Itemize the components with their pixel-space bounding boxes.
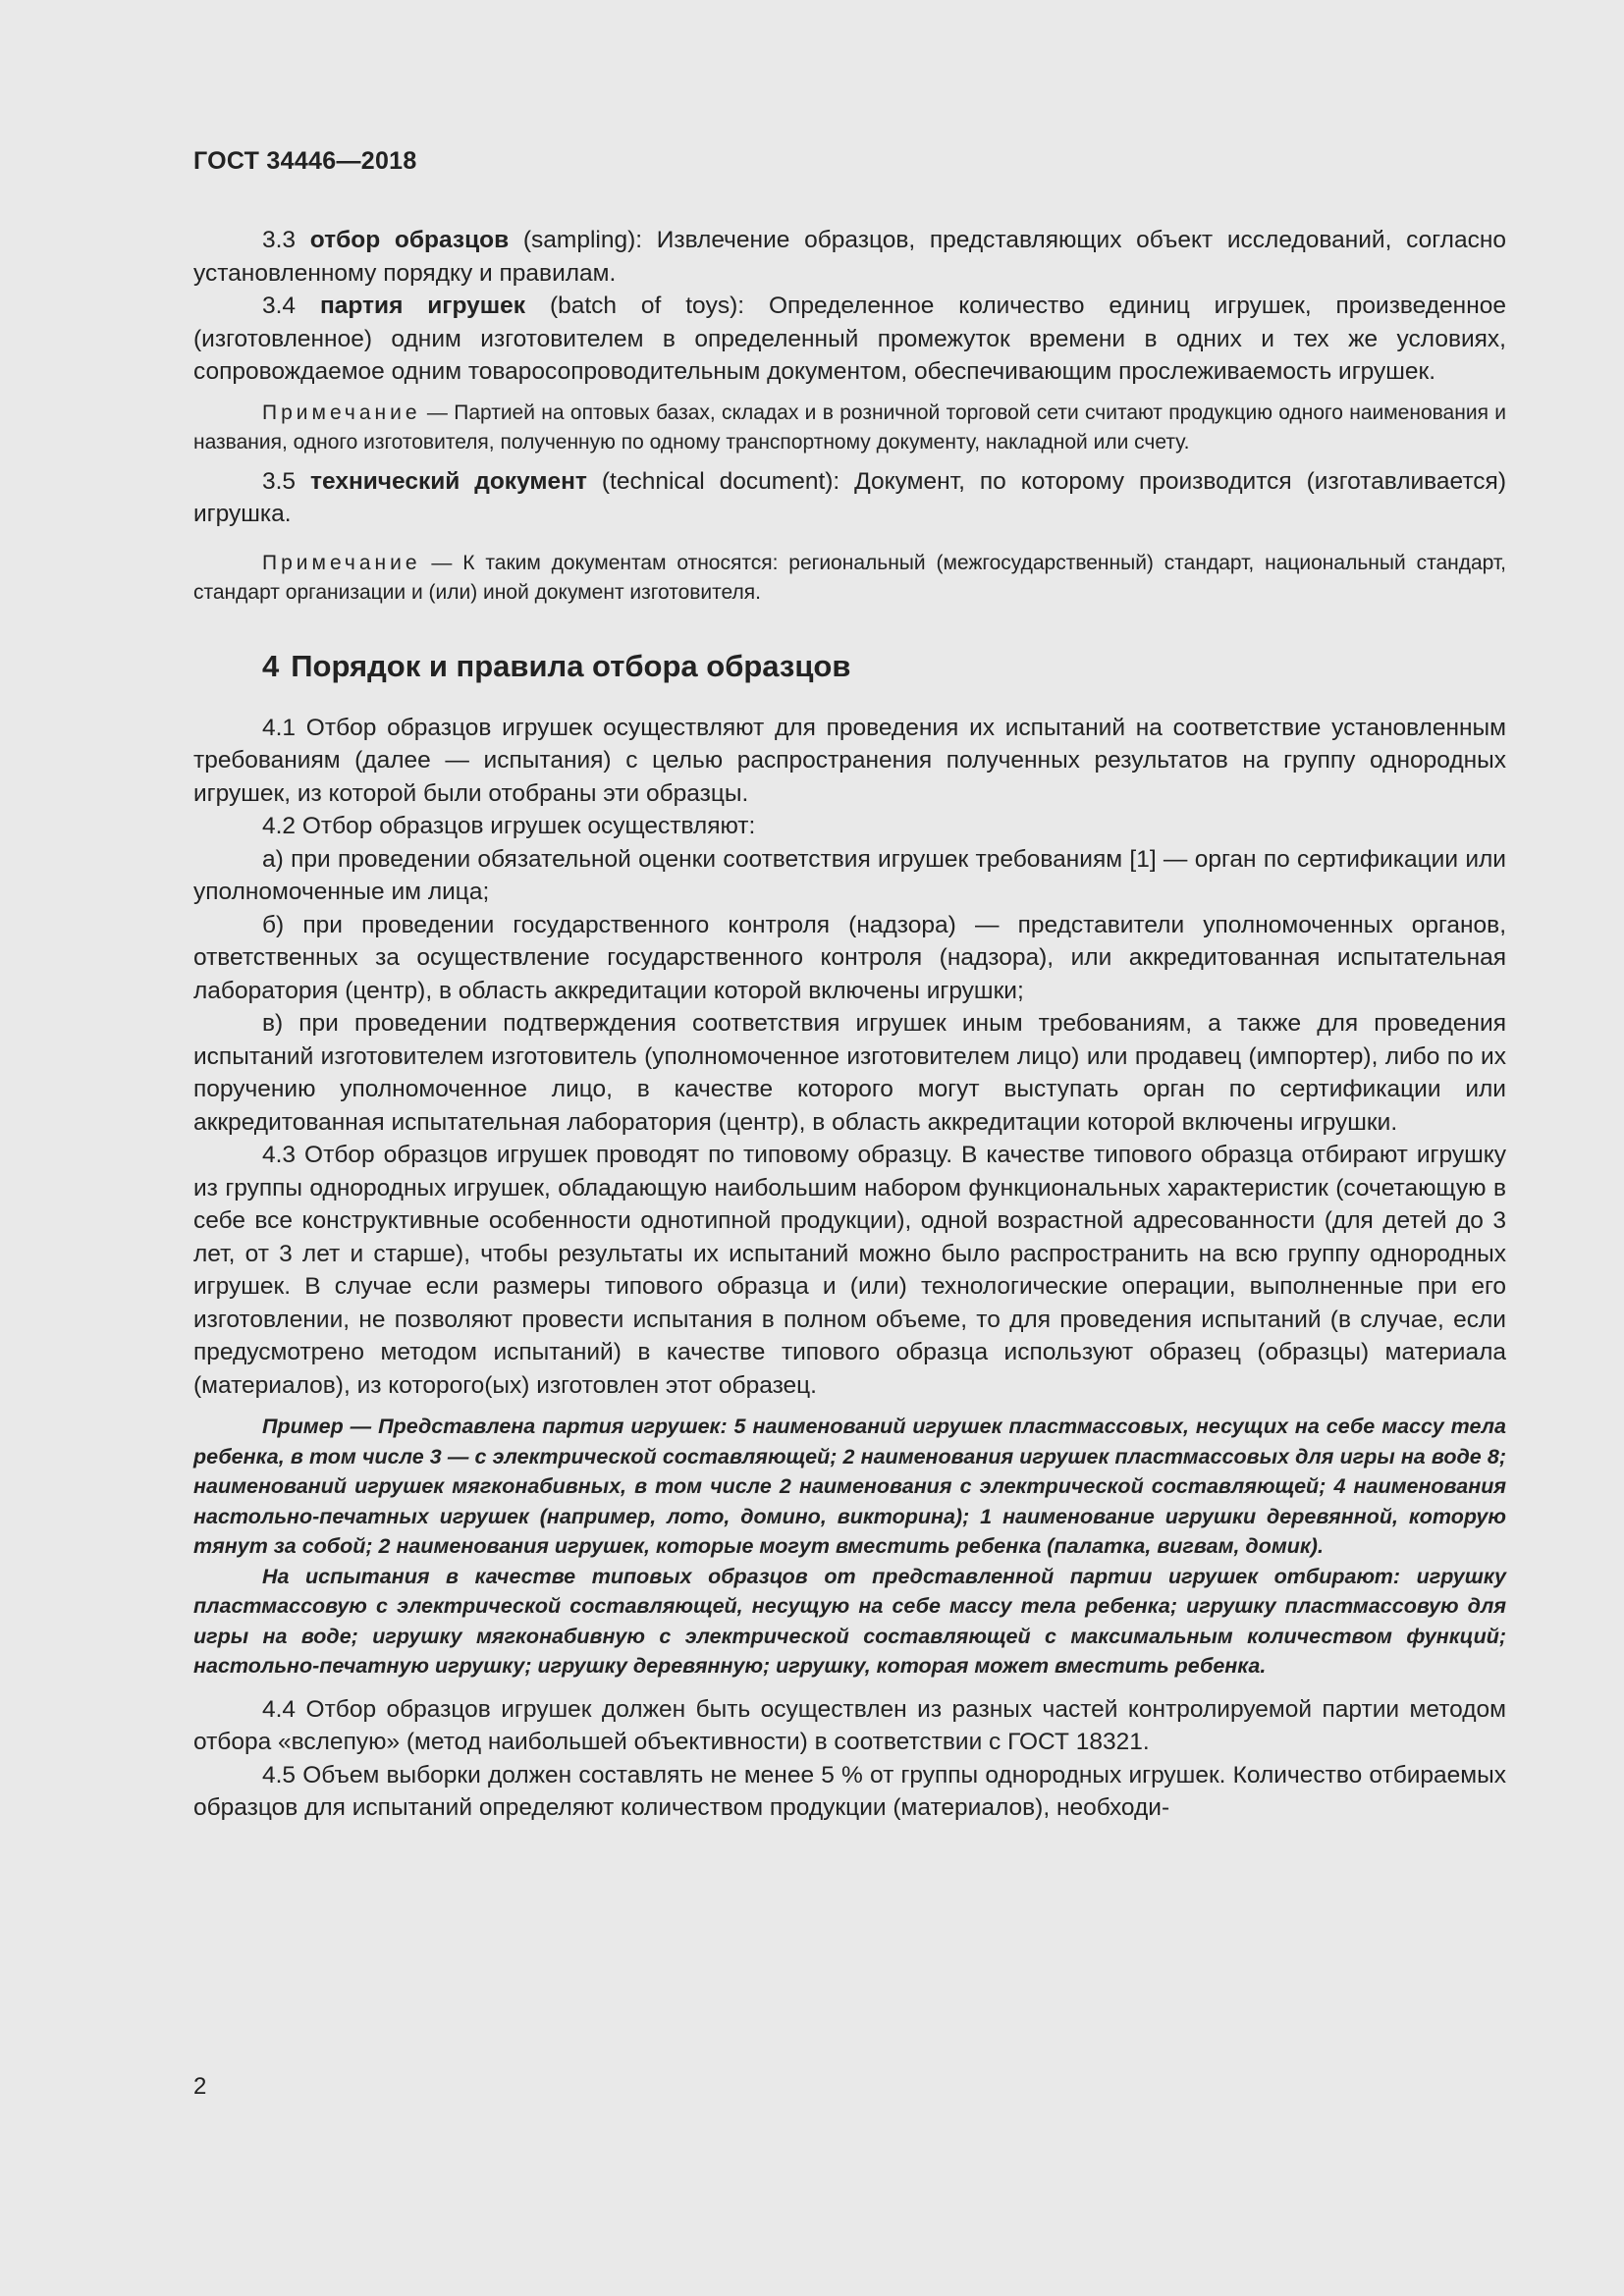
term-3-4 [193, 290, 1506, 389]
term-3-5 [193, 465, 1506, 531]
example-paragraph-2: На испытания в качестве типовых образцов от представленной партии игрушек отбирают: игрушку пластмассовую с электрической составляющей, несущую на себе массу тела ребенка; игрушку пластмассовую для игры на воде; игрушку мягконабивную с электрической составляющей с максимальным количеством функций; настольно-печатную игрушку; игрушку деревянную; игрушку, которая может вместить ребенка. [193, 1564, 1506, 1678]
document-body [193, 224, 1506, 1825]
clause-4-2: 4.2 Отбор образцов игрушек осуществляют: [262, 813, 756, 839]
document-header: ГОСТ 34446—2018 [193, 147, 417, 175]
term-definition: (technical document): Документ, по которому производится (изготавливается) игрушка. [193, 467, 1506, 527]
term-name: технический документ [310, 467, 587, 495]
term-number: 3.5 [262, 467, 297, 495]
note-text: — Партией на оптовых базах, складах и в розничной торговой сети считают продукцию одного наименования и названия, одного изготовителя, полученную по одному транспортному документу, накладной или счету. [193, 400, 1506, 454]
note-2 [193, 549, 1506, 608]
clause-4-3: 4.3 Отбор образцов игрушек проводят по типовому образцу. В качестве типового образца отбирают игрушку из группы однородных игрушек, обладающую наибольшим набором функциональных характеристик (сочетающую в себе все конструктивные особенности однотипной продукции), одной возрастной адресованности (для детей до 3 лет, от 3 лет и старше), чтобы результаты их испытаний можно было распространить на всю группу однородных игрушек. В случае если размеры типового образца и (или) технологические операции, выполненные при его изготовлении, не позволяют провести испытания в полном объеме, то для проведения испытаний (в случае, если предусмотрено методом испытаний) в качестве типового образца используют образец (образцы) материала (материалов), из которого(ых) изготовлен этот образец. [193, 1142, 1506, 1399]
clause-4-1: 4.1 Отбор образцов игрушек осуществляют для проведения их испытаний на соответствие установленным требованиям (далее — испытания) с целью распространения полученных результатов на группу однородных игрушек, из которой были отобраны эти образцы. [193, 714, 1506, 807]
example-paragraph-1: Пример — Представлена партия игрушек: 5 наименований игрушек пластмассовых, несущих на себе массу тела ребенка, в том числе 3 — с электрической составляющей; 2 наименования игрушек пластмассовых для игры на воде 8; наименований игрушек мягконабивных, в том числе 2 наименования с электрической составляющей; 4 наименования настольно-печатных игрушек (например, лото, домино, викторина); 1 наименование игрушки деревянной, которую тянут за собой; 2 наименования игрушек, которые могут вместить ребенка (палатка, вигвам, домик). [193, 1415, 1506, 1558]
clause-4-2-b: б) при проведении государственного контроля (надзора) — представители уполномоченных органов, ответственных за осуществление государственного контроля (надзора), или аккредитованная испытательная лаборатория (центр), в область аккредитации которой включены игрушки; [193, 911, 1506, 1004]
term-number: 3.4 [262, 293, 297, 319]
section-title: Порядок и правила отбора образцов [291, 648, 851, 683]
clause-4-2-a: а) при проведении обязательной оценки соответствия игрушек требованиям [1] — орган по сертификации или уполномоченные им лица; [193, 845, 1506, 905]
term-definition: (batch of toys): Определенное количество единиц игрушек, произведенное (изготовленное) одним изготовителем в определенный промежуток времени в одних и тех же условиях, сопровождаемое одним товаросопроводительным документом, обеспечивающим прослеживаемость игрушек. [193, 293, 1506, 385]
term-number: 3.3 [262, 227, 297, 253]
section-heading [262, 649, 1506, 684]
clause-4-4: 4.4 Отбор образцов игрушек должен быть осуществлен из разных частей контролируемой партии методом отбора «вслепую» (метод наибольшей объективности) в соответствии с ГОСТ 18321. [193, 1695, 1506, 1755]
note-label: Примечание [262, 400, 421, 424]
example-block [193, 1412, 1506, 1682]
term-name: отбор образцов [309, 227, 510, 253]
page-number: 2 [193, 2073, 207, 2100]
note-label: Примечание [262, 551, 421, 574]
clause-4-2-c: в) при проведении подтверждения соответствия игрушек иным требованиям, а также для проведения испытаний изготовителем изготовитель (уполномоченное изготовителем лицо) или продавец (импортер), либо по их поручению уполномоченное лицо, в качестве которого могут выступать орган по сертификации или аккредитованная испытательная лаборатория (центр), в область аккредитации которой включены игрушки. [193, 1010, 1506, 1136]
note-text: — К таким документам относятся: региональный (межгосударственный) стандарт, национальный стандарт, стандарт организации и (или) иной документ изготовителя. [193, 551, 1506, 604]
section-number: 4 [262, 648, 280, 683]
term-name: партия игрушек [319, 293, 526, 319]
term-definition: (sampling): Извлечение образцов, представляющих объект исследований, согласно установленному порядку и правилам. [193, 227, 1507, 287]
clause-4-5: 4.5 Объем выборки должен составлять не менее 5 % от группы однородных игрушек. Количество отбираемых образцов для испытаний определяют количеством продукции (материалов), необходи- [193, 1761, 1506, 1821]
term-3-3 [193, 224, 1506, 290]
note-1 [193, 399, 1506, 457]
